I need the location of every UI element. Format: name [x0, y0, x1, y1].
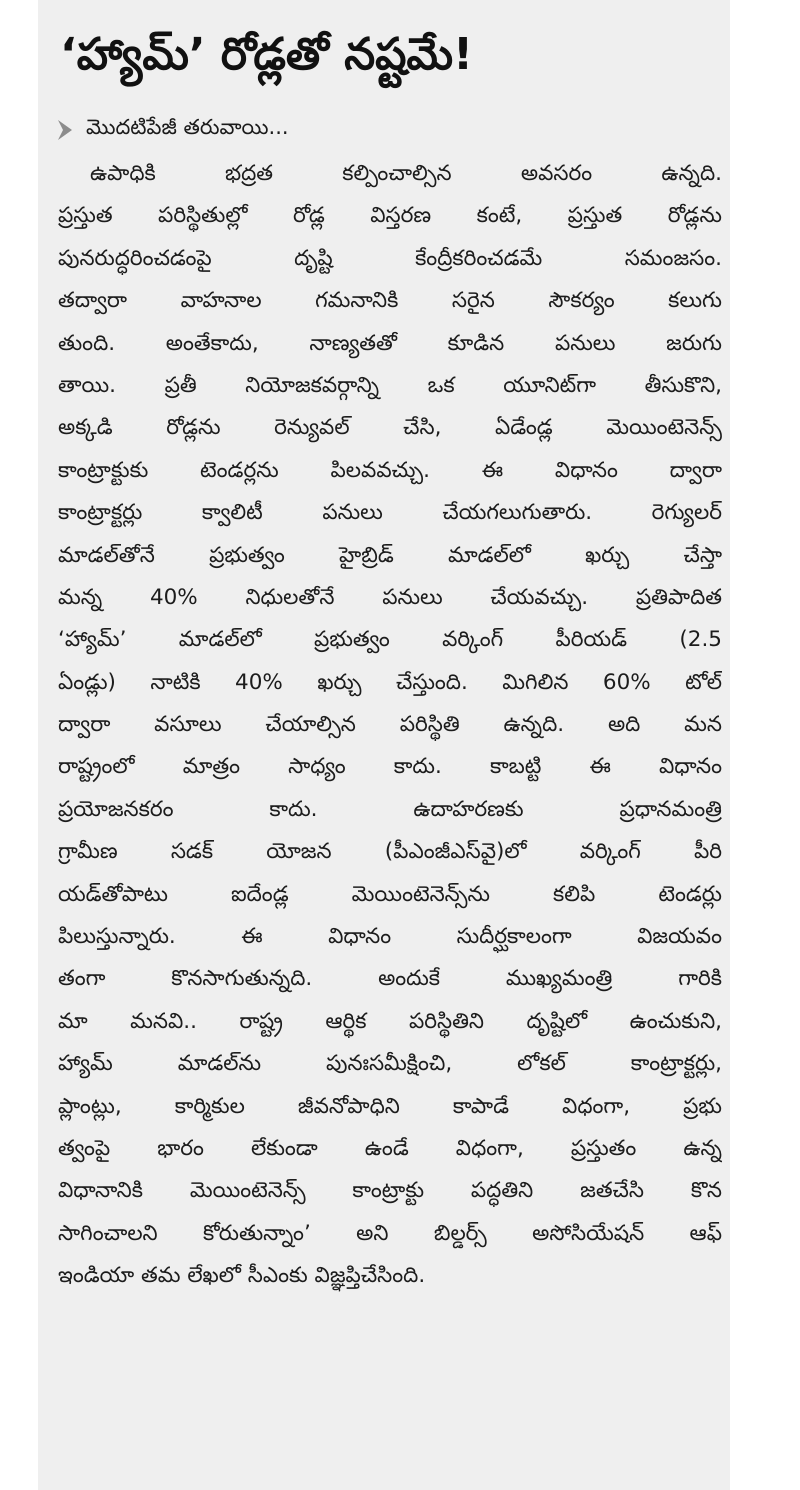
body-line: కాంట్రాక్టుకు టెండర్లను పిలవవచ్చు. ఈ విధానం ద్వారా [58, 457, 722, 483]
body-line: ప్రస్తుత పరిస్థితుల్లో రోడ్ల విస్తరణ కంటే, ప్రస్తుత రోడ్లను [58, 203, 722, 229]
body-line: ద్వారా వసూలు చేయాల్సిన పరిస్థితి ఉన్నది. అది మన [58, 712, 722, 738]
body-line: ‘హ్యామ్’ మాడల్‌లో ప్రభుత్వం వర్కింగ్ పీరియడ్ (2.5 [58, 627, 722, 653]
body-line: ఉపాధికి భద్రత కల్పించాల్సిన అవసరం ఉన్నది. [90, 161, 722, 186]
body-line: ఇండియా తమ లేఖలో సీఎంకు విజ్ఞప్తిచేసింది. [58, 1263, 426, 1289]
body-line: రాష్ట్రంలో మాత్రం సాధ్యం కాదు. కాబట్టి ఈ విధానం [58, 754, 722, 780]
body-line: ఏండ్లు) నాటికి 40% ఖర్చు చేస్తుంది. మిగిలిన 60% టోల్ [58, 669, 722, 695]
body-line: మాడల్‌తోనే ప్రభుత్వం హైబ్రిడ్ మాడల్‌లో ఖర్చు చేస్తా [58, 542, 722, 568]
body-line: యడ్‌తోపాటు ఐదేండ్ల మెయింటెనెన్స్‌ను కలిపి టెండర్లు [58, 881, 722, 907]
body-line: పునరుద్ధరించడంపై దృష్టి కేంద్రీకరించడమే సమంజసం. [58, 245, 722, 271]
article-body [58, 153, 722, 1298]
headline: ‘హ్యామ్’ రోడ్లతో నష్టమే! [60, 29, 474, 80]
body-line: గ్రామీణ సడక్ యోజన (పీఎంజీఎస్‌వై)లో వర్కింగ్ పీరి [58, 839, 722, 865]
body-line: సాగించాలని కోరుతున్నాం’ అని బిల్డర్స్ అసోసియేషన్ ఆఫ్ [58, 1220, 722, 1246]
body-line: ప్రయోజనకరం కాదు. ఉదాహరణకు ప్రధానమంత్రి [58, 796, 722, 822]
newspaper-column [38, 0, 730, 1490]
body-line: కాంట్రాక్టర్లు క్వాలిటీ పనులు చేయగలుగుతారు. రెగ్యులర్ [58, 500, 722, 526]
continuation-line [56, 112, 289, 148]
body-line: త్వంపై భారం లేకుండా ఉండే విధంగా, ప్రస్తుతం ఉన్న [58, 1135, 722, 1161]
body-line: పిలుస్తున్నారు. ఈ విధానం సుదీర్ఘకాలంగా విజయవం [58, 924, 722, 950]
body-line: మా మనవి.. రాష్ట్ర ఆర్థిక పరిస్థితిని దృష్టిలో ఉంచుకుని, [58, 1008, 722, 1034]
continuation-text: మొదటిపేజీ తరువాయి... [86, 115, 289, 139]
body-line: ప్లాంట్లు, కార్మికుల జీవనోపాధిని కాపాడే విధంగా, ప్రభు [58, 1093, 722, 1119]
body-line: తంగా కొనసాగుతున్నది. అందుకే ముఖ్యమంత్రి గారికి [58, 966, 722, 992]
body-line: మన్న 40% నిధులతోనే పనులు చేయవచ్చు. ప్రతిపాదిత [58, 584, 722, 610]
body-line: తద్వారా వాహనాల గమనానికి సరైన సౌకర్యం కలుగు [58, 288, 722, 314]
body-line: హ్యామ్ మాడల్‌ను పునఃసమీక్షించి, లోకల్ కాంట్రాక్టర్లు, [58, 1051, 722, 1077]
arrow-right-icon [56, 119, 74, 141]
body-line: విధానానికి మెయింటెనెన్స్ కాంట్రాక్టు పద్ధతిని జతచేసి కొన [58, 1178, 722, 1204]
body-line: తుంది. అంతేకాదు, నాణ్యతతో కూడిన పనులు జరుగు [58, 330, 722, 356]
body-line: తాయి. ప్రతీ నియోజకవర్గాన్ని ఒక యూనిట్‌గా తీసుకొని, [58, 372, 722, 398]
body-line: అక్కడి రోడ్లను రెన్యువల్ చేసి, ఏడేండ్ల మెయింటెనెన్స్ [58, 415, 722, 441]
